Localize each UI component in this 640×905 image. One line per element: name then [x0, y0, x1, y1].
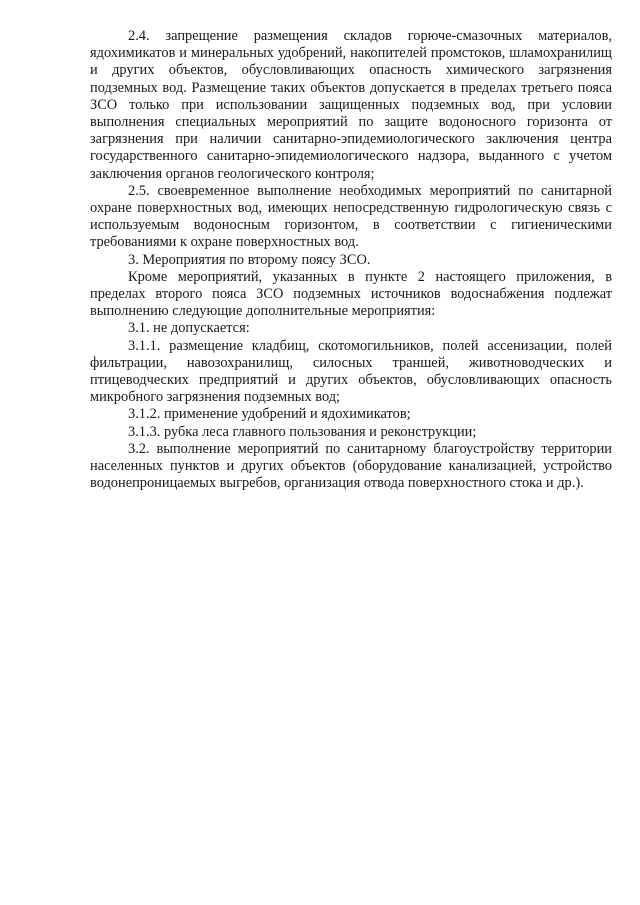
paragraph-3-1-3: 3.1.3. рубка леса главного пользования и реконструкции;	[128, 423, 477, 440]
paragraph-3-1: 3.1. не допускается:	[128, 320, 250, 337]
paragraph-2-5: 2.5. своевременное выполнение необходимых мероприятий по санитарной охране поверхностных вод, имеющих непосредственную гидрологическую связь с используемым водоносным горизонтом, в соответствии с гигиеническими требованиями к охране поверхностных вод.	[90, 182, 612, 251]
paragraph-3-1-2: 3.1.2. применение удобрений и ядохимикатов;	[128, 406, 411, 423]
paragraph-2-4: 2.4. запрещение размещения складов горюче-смазочных материалов, ядохимикатов и минеральных удобрений, накопителей промстоков, шламохранилищ и других объектов, обусловливающих опасность химического загрязнения подземных вод. Размещение таких объектов допускается в пределах третьего пояса ЗСО только при использовании защищенных подземных вод, при условии выполнения специальных мероприятий по защите водоносного горизонта от загрязнения при наличии санитарно-эпидемиологического заключения центра государственного санитарно-эпидемиологического надзора, выданного с учетом заключения органов геологического контроля;	[90, 28, 612, 182]
paragraph-intro-3: Кроме мероприятий, указанных в пункте 2 настоящего приложения, в пределах второго пояса ЗСО подземных источников водоснабжения подлежат выполнению следующие дополнительные мероприятия:	[90, 268, 612, 320]
document-page	[90, 28, 612, 492]
paragraph-3-2: 3.2. выполнение мероприятий по санитарному благоустройству территории населенных пунктов и других объектов (оборудование канализацией, устройство водонепроницаемых выгребов, организация отвода поверхностного стока и др.).	[90, 440, 612, 492]
section-heading-3: 3. Мероприятия по второму поясу ЗСО.	[128, 251, 371, 268]
paragraph-3-1-1: 3.1.1. размещение кладбищ, скотомогильников, полей ассенизации, полей фильтрации, навозохранилищ, силосных траншей, животноводческих и птицеводческих предприятий и других объектов, обусловливающих опасность микробного загрязнения подземных вод;	[90, 337, 612, 406]
